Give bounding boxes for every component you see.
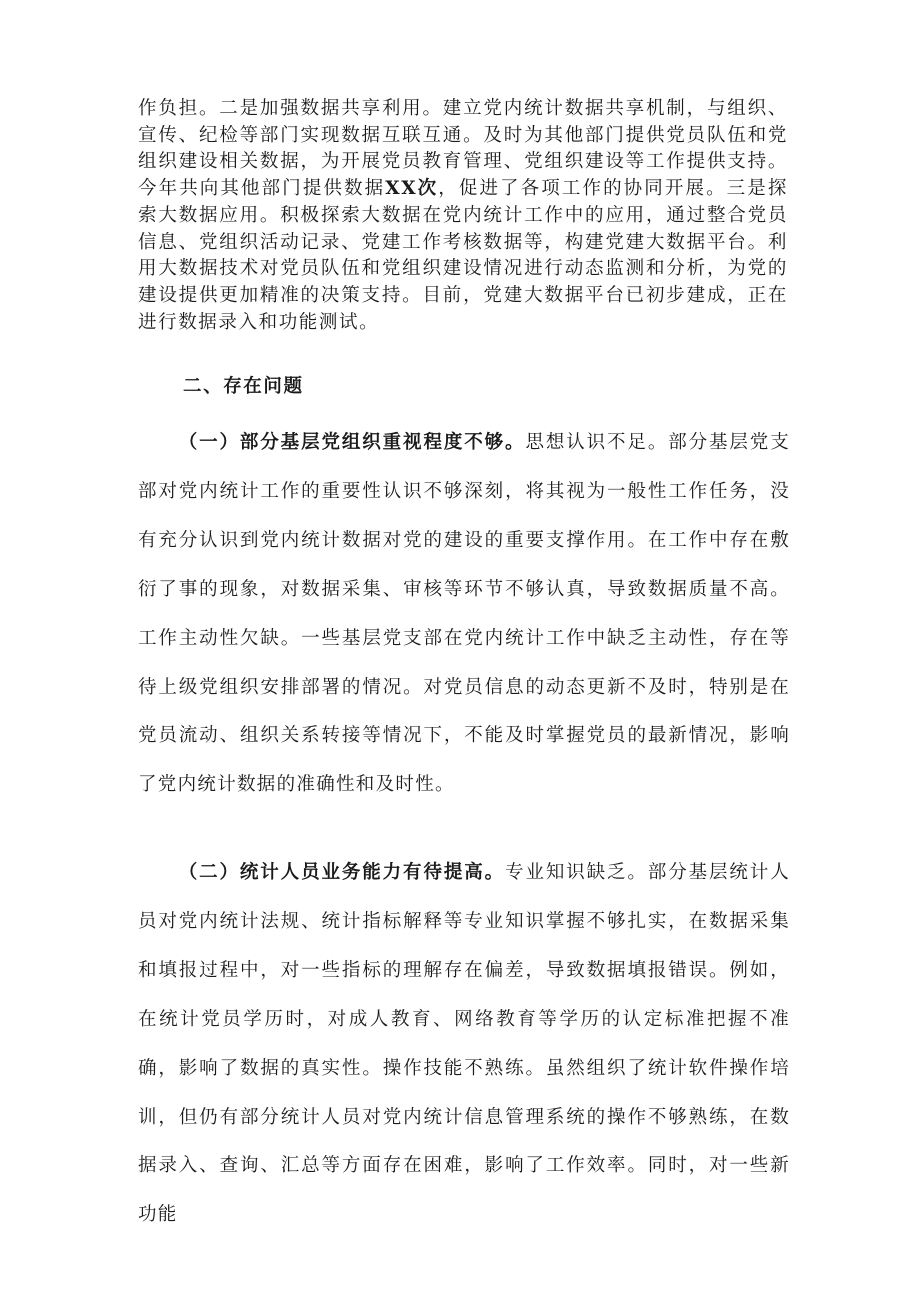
problem-2-body: 专业知识缺乏。部分基层统计人员对党内统计法规、统计指标解释等专业知识掌握不够扎实，在数据采集和填报过程中，对一些指标的理解存在偏差，导致数据填报错误。例如，在统计党员学历时，对成人教育、网络教育等学历的认定标准把握不准确，影响了数据的真实性。操作技能不熟练。虽然组织了统计软件操作培训，但仍有部分统计人员对党内统计信息管理系统的操作不够熟练，在数据录入、查询、汇总等方面存在困难，影响了工作效率。同时，对一些新功能 <box>138 862 791 1226</box>
problem-1-body: 思想认识不足。部分基层党支部对党内统计工作的重要性认识不够深刻，将其视为一般性工作任务，没有充分认识到党内统计数据对党的建设的重要支撑作用。在工作中存在敷衍了事的现象，对数据采集、审核等环节不够认真，导致数据质量不高。工作主动性欠缺。一些基层党支部在党内统计工作中缺乏主动性，存在等待上级党组织安排部署的情况。对党员信息的动态更新不及时，特别是在党员流动、组织关系转接等情况下，不能及时掌握党员的最新情况，影响了党内统计数据的准确性和及时性。 <box>138 432 790 796</box>
problem-paragraph-2 <box>138 849 790 1240</box>
intro-paragraph <box>138 96 788 336</box>
problem-2-heading: （二）统计人员业务能力有待提高。 <box>178 862 506 883</box>
section-heading: 二、存在问题 <box>183 376 304 397</box>
problem-paragraph-1 <box>138 419 790 810</box>
problem-1-heading: （一）部分基层党组织重视程度不够。 <box>178 432 526 453</box>
intro-text-a: 作负担。二是加强数据共享利用。建立党内统计数据共享机制，与组织、宣传、纪检等部门实现数据互联互通。及时为其他部门提供党员队伍和党组织建设相关数据，为开展党员教育管理、党组织建设等工作提供支持。今年共向其他部门提供数据 <box>138 98 788 200</box>
intro-data-count: XX次 <box>385 178 439 200</box>
intro-text-b: ，促进了各项工作的协同开展。三是探索大数据应用。积极探索大数据在党内统计工作中的应用，通过整合党员信息、党组织活动记录、党建工作考核数据等，构建党建大数据平台。利用大数据技术对党员队伍和党组织建设情况进行动态监测和分析，为党的建设提供更加精准的决策支持。目前，党建大数据平台已初步建成，正在进行数据录入和功能测试。 <box>138 178 788 333</box>
